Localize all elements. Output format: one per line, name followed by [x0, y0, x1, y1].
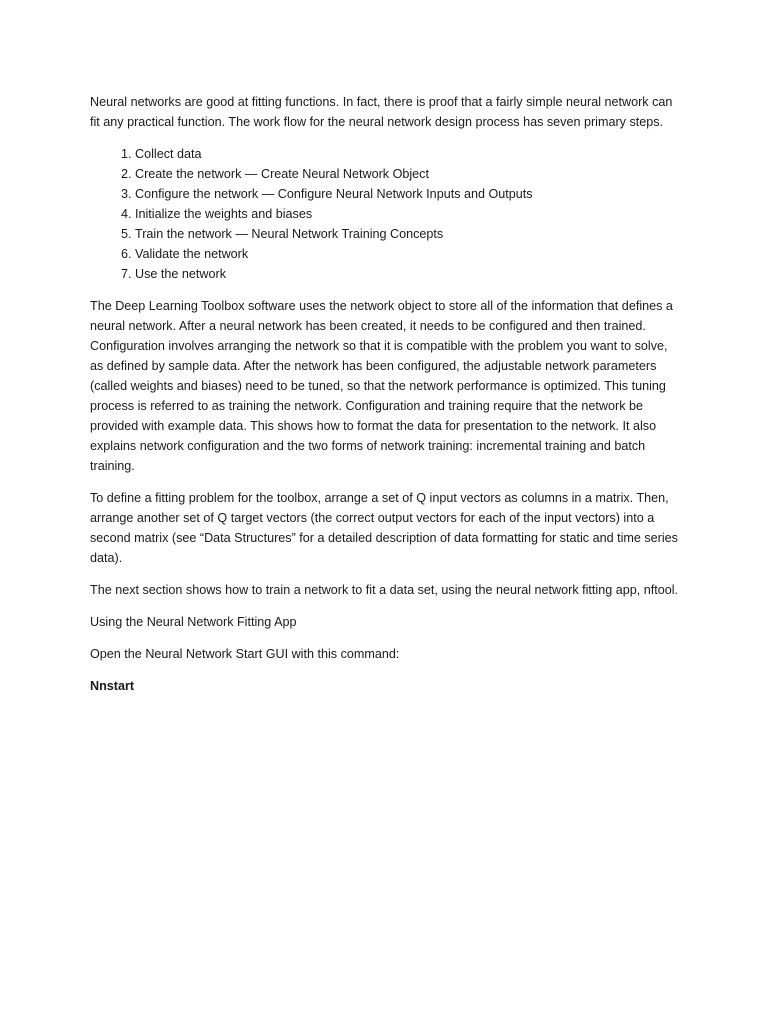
list-item: 6. Validate the network: [135, 244, 682, 264]
toolbox-paragraph: The Deep Learning Toolbox software uses the network object to store all of the information that defines a neural network. After a neural network has been created, it needs to be configured and then trained. Configuration involves arranging the network so that it is compatible with the problem you want to solve, as defined by sample data. After the network has been configured, the adjustable network parameters (called weights and biases) need to be tuned, so that the network performance is optimized. This tuning process is referred to as training the network. Configuration and training require that the network be provided with example data. This shows how to format the data for presentation to the network. It also explains network configuration and the two forms of network training: incremental training and batch training.: [90, 299, 673, 473]
next-section-paragraph: The next section shows how to train a network to fit a data set, using the neural network fitting app, nftool.: [90, 583, 679, 597]
fitting-problem-paragraph: To define a fitting problem for the toolbox, arrange a set of Q input vectors as columns in a matrix. Then, arrange another set of Q target vectors (the correct output vectors for each of the input vectors) into a second matrix (see “Data Structures” for a detailed description of data formatting for static and time series data).: [90, 491, 678, 565]
workflow-steps-list: [90, 144, 682, 284]
list-item: 5. Train the network — Neural Network Training Concepts: [135, 224, 682, 244]
list-item: 1. Collect data: [135, 144, 682, 164]
list-item: 7. Use the network: [135, 264, 682, 284]
list-item: 3. Configure the network — Configure Neural Network Inputs and Outputs: [135, 184, 682, 204]
list-item: 2. Create the network — Create Neural Network Object: [135, 164, 682, 184]
section-heading: Using the Neural Network Fitting App: [90, 615, 297, 629]
command-text: Nnstart: [90, 679, 135, 693]
open-instruction: Open the Neural Network Start GUI with this command:: [90, 647, 400, 661]
intro-paragraph: Neural networks are good at fitting functions. In fact, there is proof that a fairly simple neural network can fit any practical function. The work flow for the neural network design process has seven primary steps.: [90, 95, 673, 129]
list-item: 4. Initialize the weights and biases: [135, 204, 682, 224]
document-body: [90, 92, 682, 708]
